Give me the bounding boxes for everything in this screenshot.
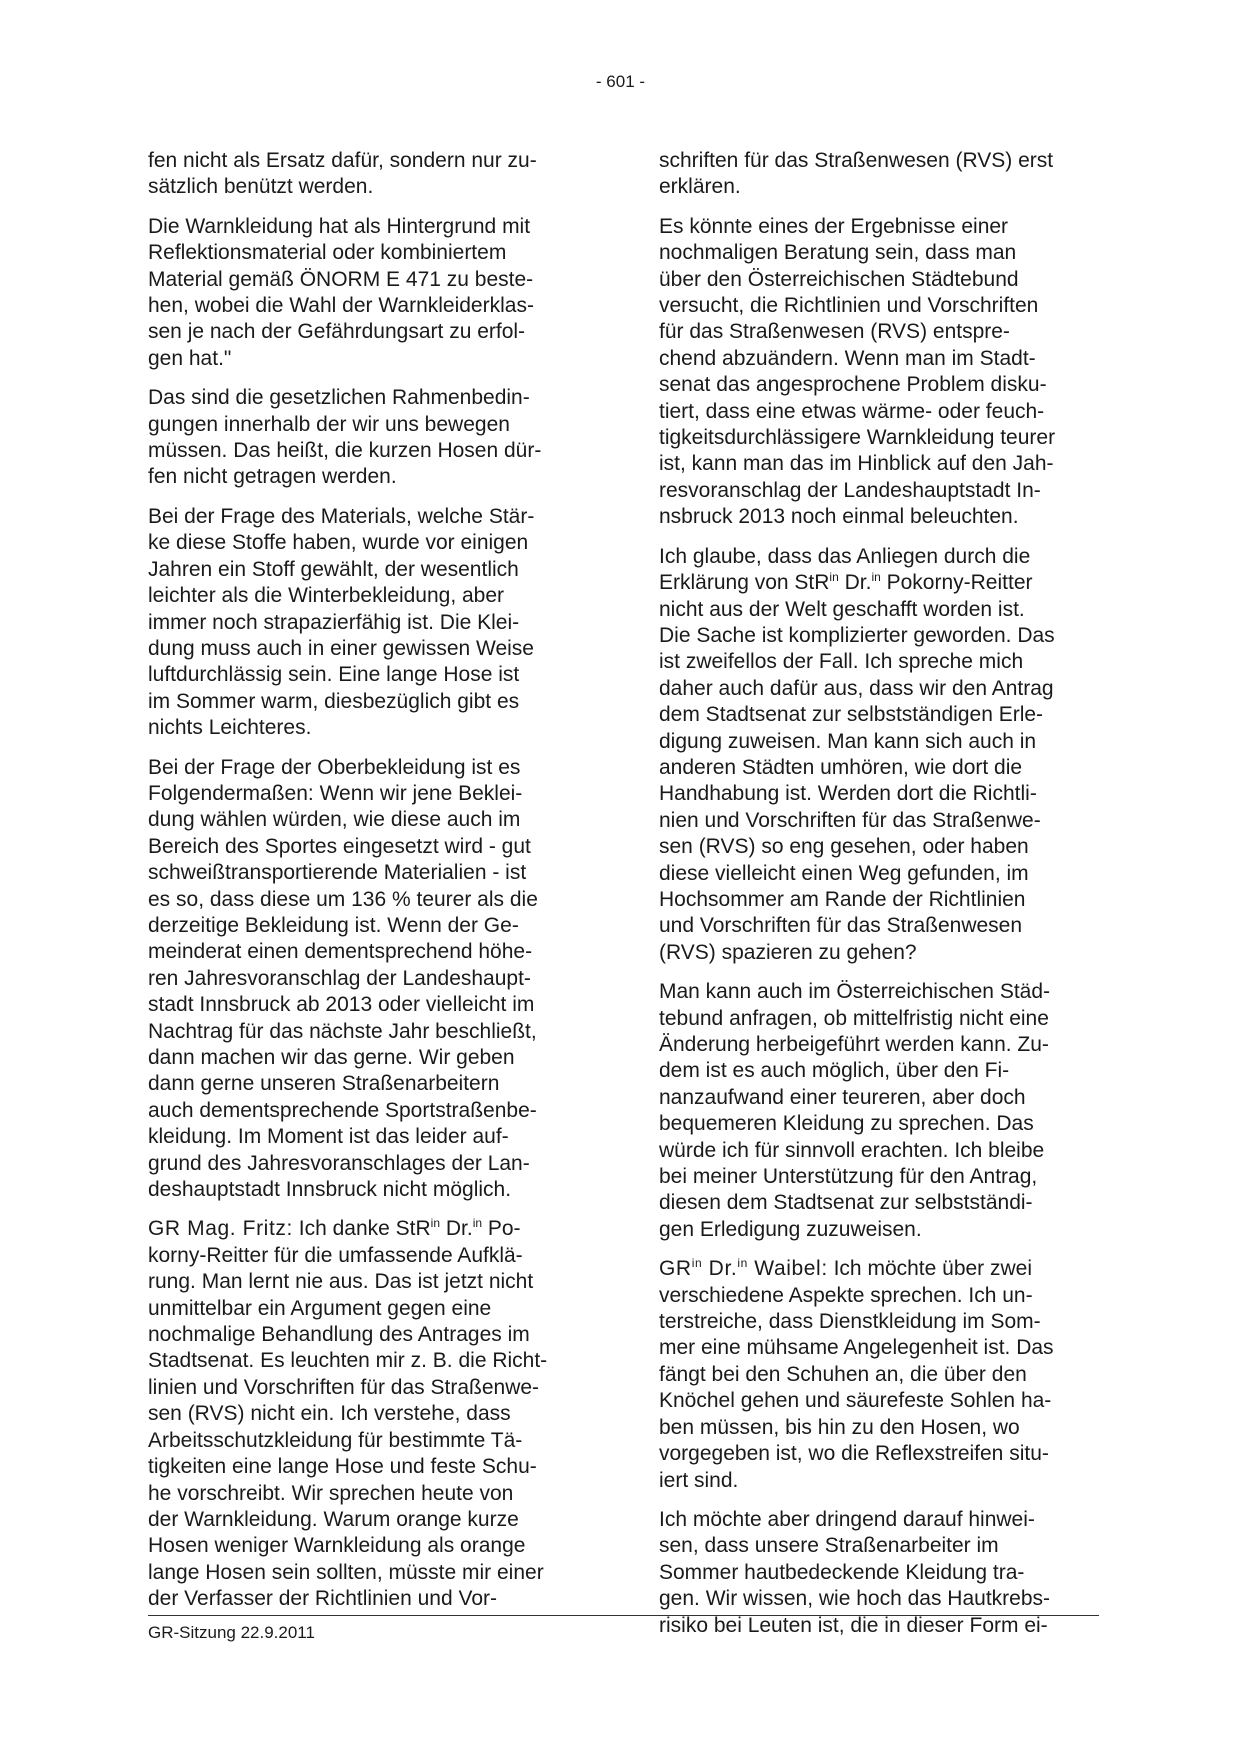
text-fragment: Pokorny-Reitter (880, 571, 1033, 595)
text-line: vorgegeben ist, wo die Reflexstreifen situ- (659, 1442, 1049, 1466)
text-line: risiko bei Leuten ist, die in dieser Form ei- (659, 1613, 1048, 1637)
text-line: deshauptstadt Innsbruck nicht möglich. (148, 1178, 512, 1202)
text-line: nsbruck 2013 noch einmal beleuchten. (659, 505, 1019, 529)
text-line: Stadtsenat. Es leuchten mir z. B. die Richt- (148, 1349, 548, 1373)
paragraph (659, 544, 1099, 967)
text-line: nanzaufwand einer teureren, aber doch (659, 1085, 1026, 1109)
text-line: nochmaligen Beratung sein, dass man (659, 241, 1017, 265)
text-line: Die Warnkleidung hat als Hintergrund mit (148, 214, 531, 238)
text-line: nichts Leichteres. (148, 716, 312, 740)
text-line: im Sommer warm, diesbezüglich gibt es (148, 689, 520, 713)
text-line: dem Stadtsenat zur selbstständigen Erle- (659, 703, 1044, 727)
text-line: Das sind die gesetzlichen Rahmenbedin- (148, 386, 530, 410)
text-line: Es könnte eines der Ergebnisse einer (659, 214, 1009, 238)
paragraph (148, 1216, 580, 1612)
text-line: Hosen weniger Warnkleidung als orange (148, 1534, 526, 1558)
text-line: Sommer hautbedeckende Kleidung tra- (659, 1560, 1025, 1584)
text-line: bei meiner Unterstützung für den Antrag, (659, 1165, 1038, 1189)
text-line: bequemeren Kleidung zu sprechen. Das (659, 1112, 1034, 1136)
text-fragment: Po- (482, 1217, 521, 1241)
text-line (148, 1216, 580, 1242)
text-line: dung muss auch in einer gewissen Weise (148, 636, 534, 660)
text-line: nien und Vorschriften für das Straßenwe- (659, 808, 1041, 832)
text-line: rung. Man lernt nie aus. Das ist jetzt nicht (148, 1270, 534, 1294)
text-line: fängt bei den Schuhen an, die über den (659, 1362, 1027, 1386)
text-line: Nachtrag für das nächste Jahr beschließt, (148, 1019, 537, 1043)
text-line (659, 570, 1099, 596)
text-line: digung zuweisen. Man kann sich auch in (659, 729, 1037, 753)
text-line: erklären. (659, 175, 741, 199)
text-line: stadt Innsbruck ab 2013 oder vielleicht im (148, 993, 535, 1017)
paragraph (148, 148, 580, 201)
text-line: Knöchel gehen und säurefeste Sohlen ha- (659, 1389, 1052, 1413)
text-line: Bei der Frage der Oberbekleidung ist es (148, 755, 521, 779)
text-line: nochmalige Behandlung des Antrages im (148, 1323, 530, 1347)
paragraph (659, 148, 1099, 201)
text-line: Man kann auch im Österreichischen Städ- (659, 980, 1051, 1004)
text-line: derzeitige Bekleidung ist. Wenn der Ge- (148, 913, 519, 937)
text-line: lange Hosen sein sollten, müsste mir einer (148, 1560, 544, 1584)
paragraph (148, 755, 580, 1204)
text-fragment: Dr. (440, 1217, 473, 1241)
text-line: sen, dass unsere Straßenarbeiter im (659, 1534, 999, 1558)
superscript: in (472, 1216, 483, 1231)
paragraph (148, 214, 580, 372)
text-fragment: Ich danke StR (292, 1217, 431, 1241)
text-line: und Vorschriften für das Straßenwesen (659, 914, 1023, 938)
text-line: ist, kann man das im Hinblick auf den Jah- (659, 452, 1054, 476)
text-line (659, 1256, 1099, 1282)
superscript: in (691, 1256, 703, 1271)
text-line: diese vielleicht einen Weg gefunden, im (659, 861, 1029, 885)
text-line: mer eine mühsame Angelegenheit ist. Das (659, 1336, 1054, 1360)
text-line: gen hat." (148, 346, 232, 370)
paragraph (659, 979, 1099, 1243)
text-line: sen (RVS) so eng gesehen, oder haben (659, 835, 1029, 859)
text-fragment: Dr. (838, 571, 872, 595)
paragraph (148, 385, 580, 491)
text-line: terstreiche, dass Dienstkleidung im Som- (659, 1310, 1041, 1334)
text-line: Handhabung ist. Werden dort die Richtli- (659, 782, 1037, 806)
text-line: Bereich des Sportes eingesetzt wird - gut (148, 834, 531, 858)
text-line: tigkeitsdurchlässigere Warnkleidung teurer (659, 426, 1056, 450)
text-line: auch dementsprechende Sportstraßenbe- (148, 1098, 537, 1122)
text-line: dung wählen würden, wie diese auch im (148, 808, 521, 832)
text-line: unmittelbar ein Argument gegen eine (148, 1296, 492, 1320)
text-fragment: Erklärung von StR (659, 571, 830, 595)
text-line: ben müssen, bis hin zu den Hosen, wo (659, 1415, 1020, 1439)
text-line: ke diese Stoffe haben, wurde vor einigen (148, 531, 529, 555)
text-line: tigkeiten eine lange Hose und feste Schu- (148, 1455, 537, 1479)
text-line: ren Jahresvoranschlag der Landeshaupt- (148, 966, 531, 990)
text-line: dann machen wir das gerne. Wir geben (148, 1046, 515, 1069)
text-line: linien und Vorschriften für das Straßenwe- (148, 1375, 540, 1399)
text-line: Hochsommer am Rande der Richtlinien (659, 887, 1026, 911)
footer-divider (148, 1615, 1099, 1616)
text-line: nicht aus der Welt geschafft worden ist. (659, 597, 1025, 621)
text-line: dem ist es auch möglich, über den Fi- (659, 1059, 1010, 1083)
text-line: über den Österreichischen Städtebund (659, 267, 1019, 291)
paragraph (659, 214, 1099, 531)
text-line: Die Sache ist komplizierter geworden. Das (659, 623, 1055, 647)
text-line: Folgendermaßen: Wenn wir jene Beklei- (148, 781, 523, 805)
text-line: würde ich für sinnvoll erachten. Ich bleibe (659, 1138, 1045, 1162)
text-line: müssen. Das heißt, die kurzen Hosen dür- (148, 439, 542, 463)
text-line: Reflektionsmaterial oder kombiniertem (148, 241, 507, 265)
text-line: schriften für das Straßenwesen (RVS) erst (659, 149, 1054, 172)
text-line: der Warnkleidung. Warum orange kurze (148, 1507, 519, 1531)
text-line: iert sind. (659, 1468, 739, 1492)
paragraph (659, 1507, 1099, 1639)
paragraph (148, 504, 580, 742)
text-line: meinderat einen dementsprechend höhe- (148, 940, 533, 964)
superscript: in (430, 1216, 441, 1231)
speaker-name: GR Mag. Fritz: (148, 1217, 293, 1241)
text-line: chend abzuändern. Wenn man im Stadt- (659, 346, 1036, 370)
text-line: gen. Wir wissen, wie hoch das Hautkrebs- (659, 1587, 1050, 1611)
text-line: sen (RVS) nicht ein. Ich verstehe, dass (148, 1402, 511, 1426)
superscript: in (871, 570, 881, 585)
text-line: luftdurchlässig sein. Eine lange Hose ist (148, 663, 520, 687)
text-line: tebund anfragen, ob mittelfristig nicht eine (659, 1006, 1049, 1030)
paragraph (659, 1256, 1099, 1494)
footer-session-date: GR-Sitzung 22.9.2011 (148, 1623, 315, 1642)
text-fragment: Ich möchte über zwei (827, 1257, 1033, 1281)
text-line: daher auch dafür aus, dass wir den Antrag (659, 676, 1054, 700)
text-line: dann gerne unseren Straßenarbeitern (148, 1072, 500, 1096)
text-line: he vorschreibt. Wir sprechen heute von (148, 1481, 514, 1505)
text-line: der Verfasser der Richtlinien und Vor- (148, 1587, 498, 1611)
page-number: - 601 - (595, 72, 646, 91)
text-fragment: Dr. (702, 1257, 738, 1281)
text-line: für das Straßenwesen (RVS) entspre- (659, 320, 1010, 344)
text-line: resvoranschlag der Landeshauptstadt In- (659, 478, 1041, 502)
text-line: kleidung. Im Moment ist das leider auf- (148, 1125, 509, 1149)
text-line: Bei der Frage des Materials, welche Stär- (148, 504, 535, 528)
text-line: Jahren ein Stoff gewählt, der wesentlich (148, 557, 519, 581)
text-line: anderen Städten umhören, wie dort die (659, 755, 1023, 779)
text-line: gungen innerhalb der wir uns bewegen (148, 412, 510, 436)
text-line: versucht, die Richtlinien und Vorschriften (659, 294, 1039, 318)
text-line: Arbeitsschutzkleidung für bestimmte Tä- (148, 1428, 523, 1452)
right-column (659, 148, 1099, 1652)
text-line: sen je nach der Gefährdungsart zu erfol- (148, 320, 526, 344)
text-fragment: GR (659, 1257, 692, 1281)
left-column (148, 148, 580, 1626)
text-line: (RVS) spazieren zu gehen? (659, 940, 917, 964)
text-line: sätzlich benützt werden. (148, 175, 374, 199)
text-line: verschiedene Aspekte sprechen. Ich un- (659, 1283, 1033, 1307)
text-line: fen nicht getragen werden. (148, 465, 397, 489)
text-line: fen nicht als Ersatz dafür, sondern nur zu- (148, 149, 537, 172)
text-line: schweißtransportierende Materialien - ist (148, 861, 527, 885)
text-line: immer noch strapazierfähig ist. Die Klei- (148, 610, 520, 634)
text-line: korny-Reitter für die umfassende Aufklä- (148, 1243, 523, 1267)
text-line: es so, dass diese um 136 % teurer als die (148, 887, 538, 911)
text-line: gen Erledigung zuzuweisen. (659, 1217, 922, 1241)
superscript: in (829, 570, 839, 585)
text-line: ist zweifellos der Fall. Ich spreche mich (659, 650, 1024, 674)
text-line: leichter als die Winterbekleidung, aber (148, 584, 505, 608)
text-line: grund des Jahresvoranschlages der Lan- (148, 1151, 530, 1175)
text-line: diesen dem Stadtsenat zur selbstständi- (659, 1191, 1033, 1215)
text-line: senat das angesprochene Problem disku- (659, 373, 1047, 397)
text-line: hen, wobei die Wahl der Warnkleiderklas- (148, 294, 534, 318)
superscript: in (737, 1256, 748, 1271)
speaker-name (659, 1257, 828, 1280)
text-line: Ich glaube, dass das Anliegen durch die (659, 544, 1031, 568)
text-line: Material gemäß ÖNORM E 471 zu beste- (148, 267, 534, 291)
text-line: Ich möchte aber dringend darauf hinwei- (659, 1507, 1035, 1531)
text-line: tiert, dass eine etwas wärme- oder feuch- (659, 399, 1045, 423)
text-fragment: Waibel: (747, 1257, 828, 1281)
text-line: Änderung herbeigeführt werden kann. Zu- (659, 1033, 1049, 1056)
